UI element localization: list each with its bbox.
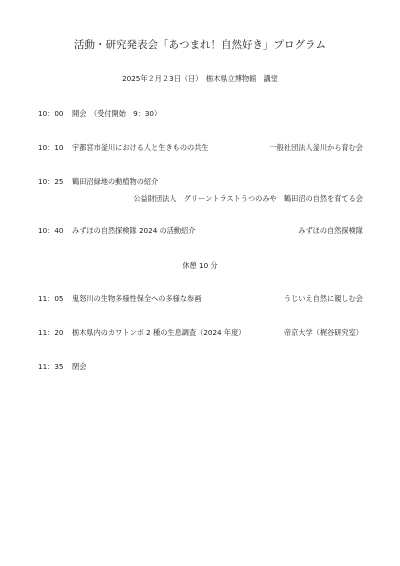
page-title: 活動・研究発表会「あつまれ！自然好き」プログラム bbox=[74, 39, 326, 51]
program-item-opening bbox=[38, 109, 161, 119]
program-presenter: 帝京大学（梶谷研究室） bbox=[283, 328, 363, 337]
program-time: 11：35 bbox=[38, 362, 64, 371]
program-title: 栃木県内のカワトンボ 2 種の生息調査（2024 年度） bbox=[72, 328, 246, 337]
program-title: みずほの自然探検隊 2024 の活動紹介 bbox=[72, 226, 196, 235]
program-item-kinugawa bbox=[38, 294, 201, 304]
program-time: 10：25 bbox=[38, 177, 64, 186]
program-item-kamagawa bbox=[38, 143, 209, 153]
program-title: 鶴田沼緑地の動植物の紹介 bbox=[72, 177, 159, 186]
program-item-kawatonbo bbox=[38, 328, 245, 338]
program-title: 閉会 bbox=[72, 362, 87, 371]
program-presenter: 一般社団法人釜川から育む会 bbox=[269, 143, 363, 152]
program-title: 宇都宮市釜川における人と生きものの共生 bbox=[72, 143, 209, 152]
program-time: 11：05 bbox=[38, 294, 64, 303]
program-presenter: うじいえ自然に親しむ会 bbox=[283, 294, 363, 303]
program-time: 10：10 bbox=[38, 143, 64, 152]
break-line: 休憩 10 分 bbox=[182, 261, 218, 270]
program-item-closing bbox=[38, 362, 86, 372]
program-time: 11：20 bbox=[38, 328, 64, 337]
program-item-mizuho bbox=[38, 226, 196, 236]
program-time: 10：40 bbox=[38, 226, 64, 235]
program-title: 鬼怒川の生物多様性保全への多様な参画 bbox=[72, 294, 202, 303]
program-title: 開会 （受付開始 9：30） bbox=[72, 109, 162, 118]
program-presenter: 公益財団法人 グリーントラストうつのみや 鶴田沼の自然を育てる会 bbox=[133, 194, 363, 203]
program-time: 10：00 bbox=[38, 109, 64, 118]
program-presenter: みずほの自然探検隊 bbox=[298, 226, 363, 235]
program-item-tsurutanuma bbox=[38, 177, 158, 187]
date-venue-line: 2025年２月２3日（日） 栃木県立博物館 講堂 bbox=[122, 74, 278, 83]
